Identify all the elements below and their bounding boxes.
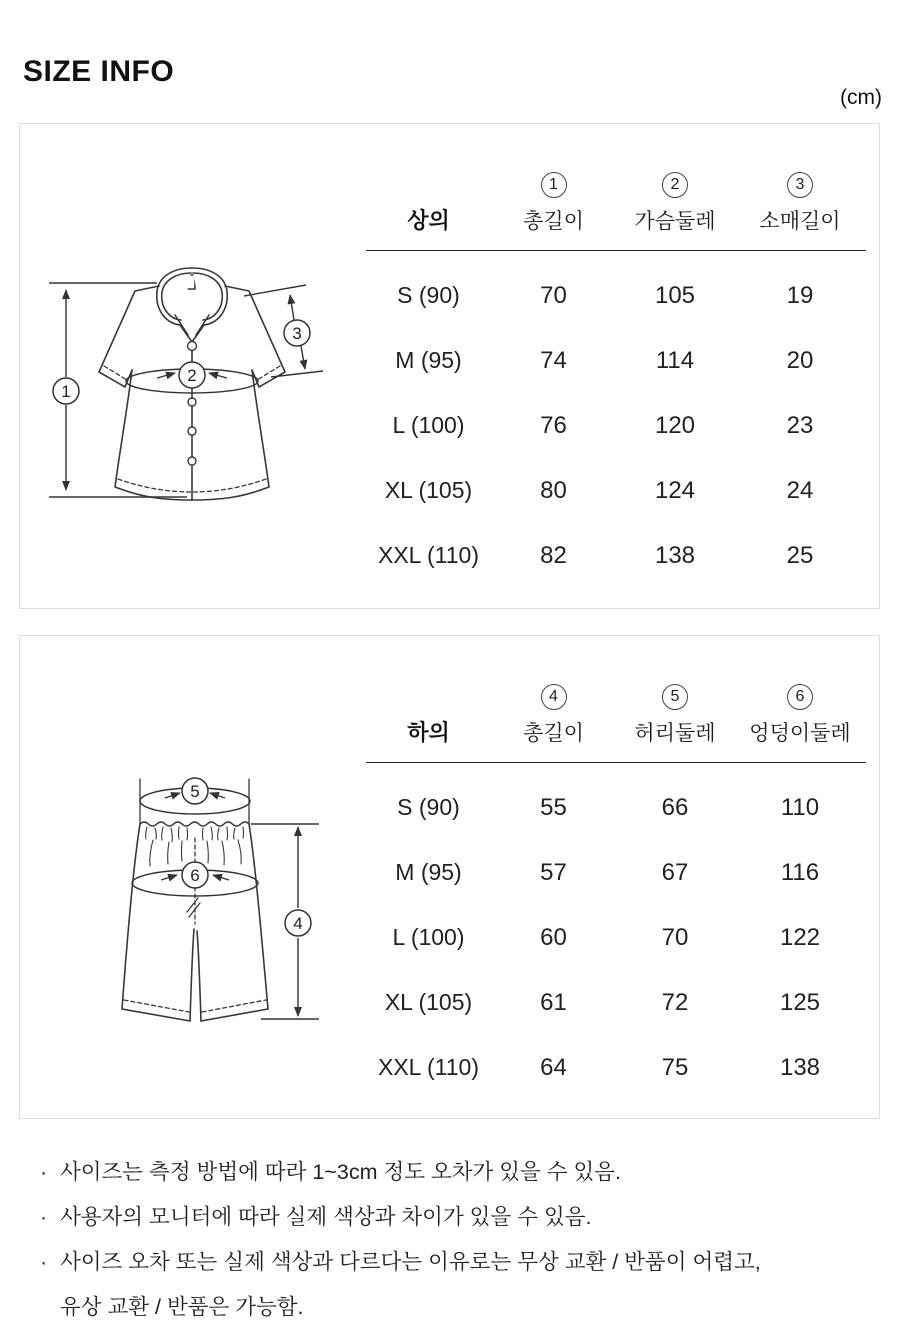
cell-value: 82	[540, 541, 567, 569]
circled-number-icon: 4	[541, 684, 567, 710]
shorts-illustration	[61, 741, 361, 1051]
circled-number-icon: 6	[787, 684, 813, 710]
table-title: 하의	[407, 720, 450, 745]
bottom-garment-panel	[19, 635, 880, 1119]
header-cell-length	[491, 684, 616, 747]
size-label: S (90)	[397, 282, 460, 308]
cell-value: 67	[661, 858, 689, 886]
table-body	[366, 775, 866, 1100]
cell-value: 138	[654, 541, 696, 569]
bullet: ·	[40, 1160, 48, 1184]
table-title: 상의	[407, 208, 450, 233]
footnote-text: 유상 교환 / 반품은 가능함.	[60, 1295, 304, 1319]
marker-circle-4: 4	[293, 914, 303, 933]
table-row	[366, 905, 866, 970]
cell-value: 76	[540, 411, 567, 439]
size-label: XL (105)	[384, 477, 473, 503]
table-row	[366, 263, 866, 328]
cell-value: 66	[661, 793, 689, 821]
unit-label: (cm)	[840, 86, 882, 109]
column-label: 총길이	[523, 210, 584, 233]
cell-value: 125	[779, 988, 821, 1016]
size-label: M (95)	[395, 347, 462, 373]
table-row	[366, 775, 866, 840]
header-divider	[366, 250, 866, 251]
column-label: 가슴둘레	[634, 210, 716, 233]
column-label: 허리둘레	[634, 722, 716, 745]
table-body	[366, 263, 866, 588]
footnote-text: 사이즈 오차 또는 실제 색상과 다르다는 이유로는 무상 교환 / 반품이 어렵고,	[60, 1250, 761, 1274]
table-row	[366, 458, 866, 523]
footnote-line	[40, 1150, 880, 1195]
bullet: ·	[40, 1205, 48, 1229]
column-label: 엉덩이둘레	[749, 722, 851, 745]
cell-value: 72	[661, 988, 689, 1016]
marker-circle-5: 5	[190, 782, 200, 801]
table-row	[366, 393, 866, 458]
cell-value: 64	[540, 1053, 567, 1081]
cell-value: 61	[540, 988, 567, 1016]
table-row	[366, 840, 866, 905]
cell-value: 75	[661, 1053, 689, 1081]
cell-value: 122	[779, 923, 821, 951]
cell-value: 24	[786, 476, 814, 504]
footnote-line	[40, 1195, 880, 1240]
footnote-text: 사이즈는 측정 방법에 따라 1~3cm 정도 오차가 있을 수 있음.	[60, 1160, 622, 1184]
footnote-line	[40, 1285, 880, 1330]
shorts-measure-markers	[182, 778, 311, 936]
cell-value: 60	[540, 923, 567, 951]
header-cell-chest	[616, 172, 734, 235]
shirt-measure-markers	[53, 320, 310, 404]
footnote-line	[40, 1240, 880, 1285]
marker-circle-3: 3	[292, 324, 302, 343]
cell-value: 80	[540, 476, 567, 504]
cell-value: 124	[654, 476, 696, 504]
circled-number-icon: 3	[787, 172, 813, 198]
cell-value: 23	[786, 411, 814, 439]
bullet	[40, 1285, 60, 1330]
size-label: XXL (110)	[378, 1054, 479, 1080]
marker-circle-2: 2	[187, 366, 197, 385]
table-row	[366, 328, 866, 393]
size-label: XL (105)	[384, 989, 473, 1015]
cell-value: 55	[540, 793, 567, 821]
footnote-text: 사용자의 모니터에 따라 실제 색상과 차이가 있을 수 있음.	[60, 1205, 592, 1229]
header-cell-garment	[366, 172, 491, 235]
cell-value: 57	[540, 858, 567, 886]
cell-value: 19	[786, 281, 814, 309]
cell-value: 116	[780, 858, 820, 886]
shirt-measure-lines	[49, 283, 323, 497]
size-label: M (95)	[395, 859, 462, 885]
cell-value: 110	[780, 793, 820, 821]
table-row	[366, 523, 866, 588]
shorts-line-art	[122, 779, 268, 1021]
bullet: ·	[40, 1250, 48, 1274]
header-cell-length	[491, 172, 616, 235]
header-divider	[366, 762, 866, 763]
cell-value: 25	[786, 541, 814, 569]
size-table-bottom	[366, 684, 866, 1100]
table-row	[366, 1035, 866, 1100]
cell-value: 138	[779, 1053, 821, 1081]
marker-circle-1: 1	[61, 382, 71, 401]
cell-value: 20	[786, 346, 814, 374]
footnotes	[40, 1150, 880, 1330]
size-label: L (100)	[392, 412, 465, 438]
table-header	[366, 684, 866, 747]
cell-value: 70	[661, 923, 689, 951]
cell-value: 114	[655, 346, 695, 374]
circled-number-icon: 1	[541, 172, 567, 198]
table-header	[366, 172, 866, 235]
circled-number-icon: 2	[662, 172, 688, 198]
column-label: 총길이	[523, 722, 584, 745]
size-label: L (100)	[392, 924, 465, 950]
cell-value: 70	[540, 281, 567, 309]
marker-circle-6: 6	[190, 866, 200, 885]
header-cell-hip	[734, 684, 866, 747]
header-cell-sleeve	[734, 172, 866, 235]
size-label: S (90)	[397, 794, 460, 820]
cell-value: 105	[654, 281, 696, 309]
header-cell-waist	[616, 684, 734, 747]
shirt-illustration	[31, 231, 361, 531]
cell-value: 120	[654, 411, 696, 439]
page-title: SIZE INFO	[23, 55, 175, 88]
size-table-top	[366, 172, 866, 588]
column-label: 소매길이	[759, 210, 841, 233]
cell-value: 74	[540, 346, 567, 374]
table-row	[366, 970, 866, 1035]
header-cell-garment	[366, 684, 491, 747]
size-label: XXL (110)	[378, 542, 479, 568]
top-garment-panel	[19, 123, 880, 609]
circled-number-icon: 5	[662, 684, 688, 710]
